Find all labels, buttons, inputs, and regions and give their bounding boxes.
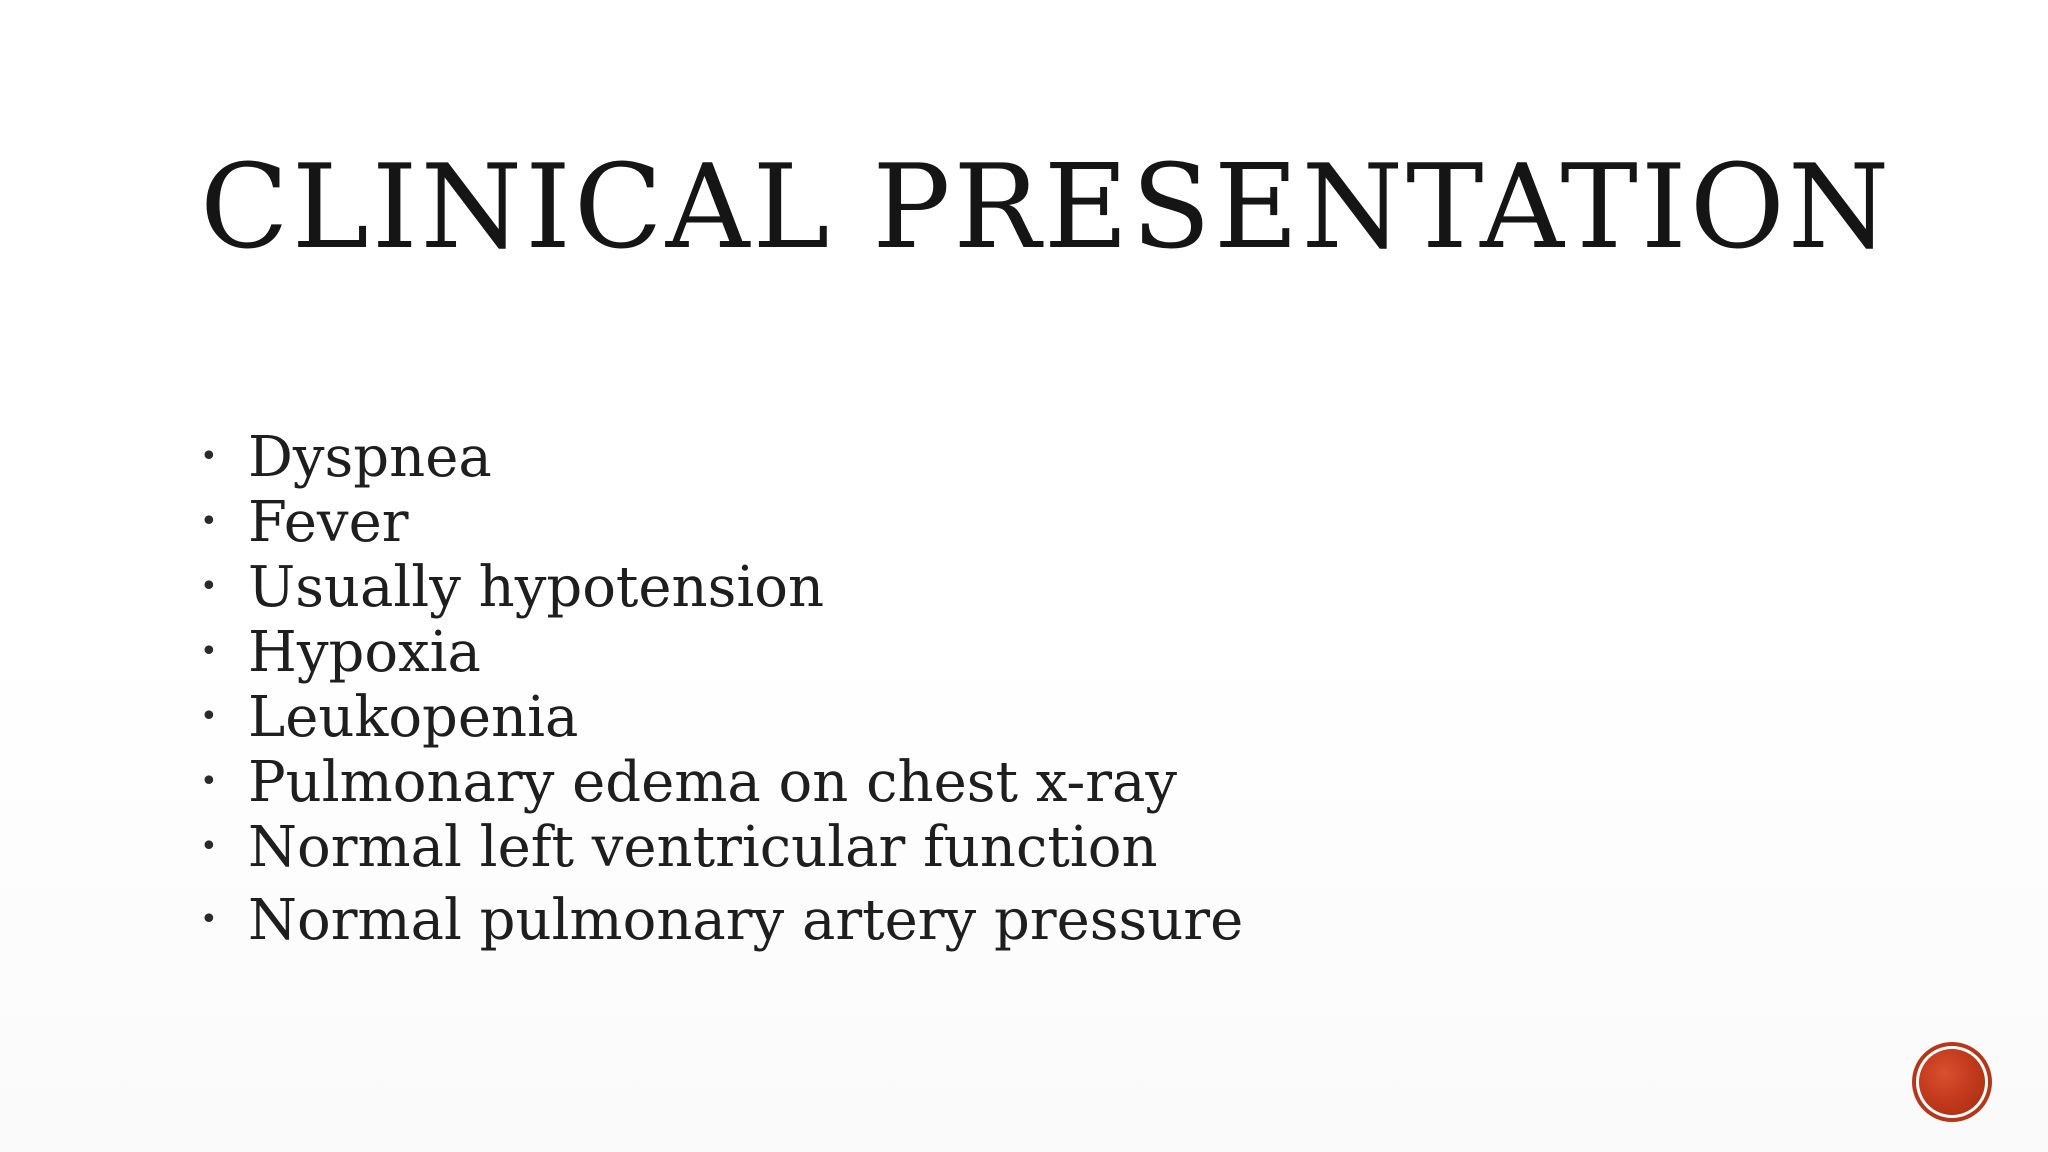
bullet-text: Pulmonary edema on chest x-ray <box>248 750 1178 815</box>
bullet-icon: • <box>200 829 218 864</box>
bullet-icon: • <box>200 634 218 669</box>
bullet-text: Leukopenia <box>248 685 579 750</box>
bullet-icon: • <box>200 439 218 474</box>
slide-title: CLINICAL PRESENTATION <box>200 140 1893 275</box>
list-item <box>200 555 1243 620</box>
bullet-icon: • <box>200 504 218 539</box>
bullet-text: Usually hypotension <box>248 555 825 620</box>
list-item <box>200 425 1243 490</box>
bullet-text: Normal left ventricular function <box>248 815 1158 880</box>
list-item <box>200 750 1243 815</box>
bullet-text: Hypoxia <box>248 620 481 685</box>
list-item <box>200 620 1243 685</box>
list-item <box>200 888 1243 953</box>
bullet-icon: • <box>200 569 218 604</box>
bullet-list <box>200 425 1243 953</box>
bullet-text: Fever <box>248 490 409 555</box>
list-item <box>200 815 1243 880</box>
bullet-icon: • <box>200 699 218 734</box>
list-item <box>200 490 1243 555</box>
bullet-icon: • <box>200 764 218 799</box>
list-item <box>200 685 1243 750</box>
bullet-text: Dyspnea <box>248 425 492 490</box>
red-circle-button-icon[interactable] <box>1916 1046 1988 1118</box>
bullet-icon: • <box>200 902 218 937</box>
bullet-text: Normal pulmonary artery pressure <box>248 888 1244 953</box>
